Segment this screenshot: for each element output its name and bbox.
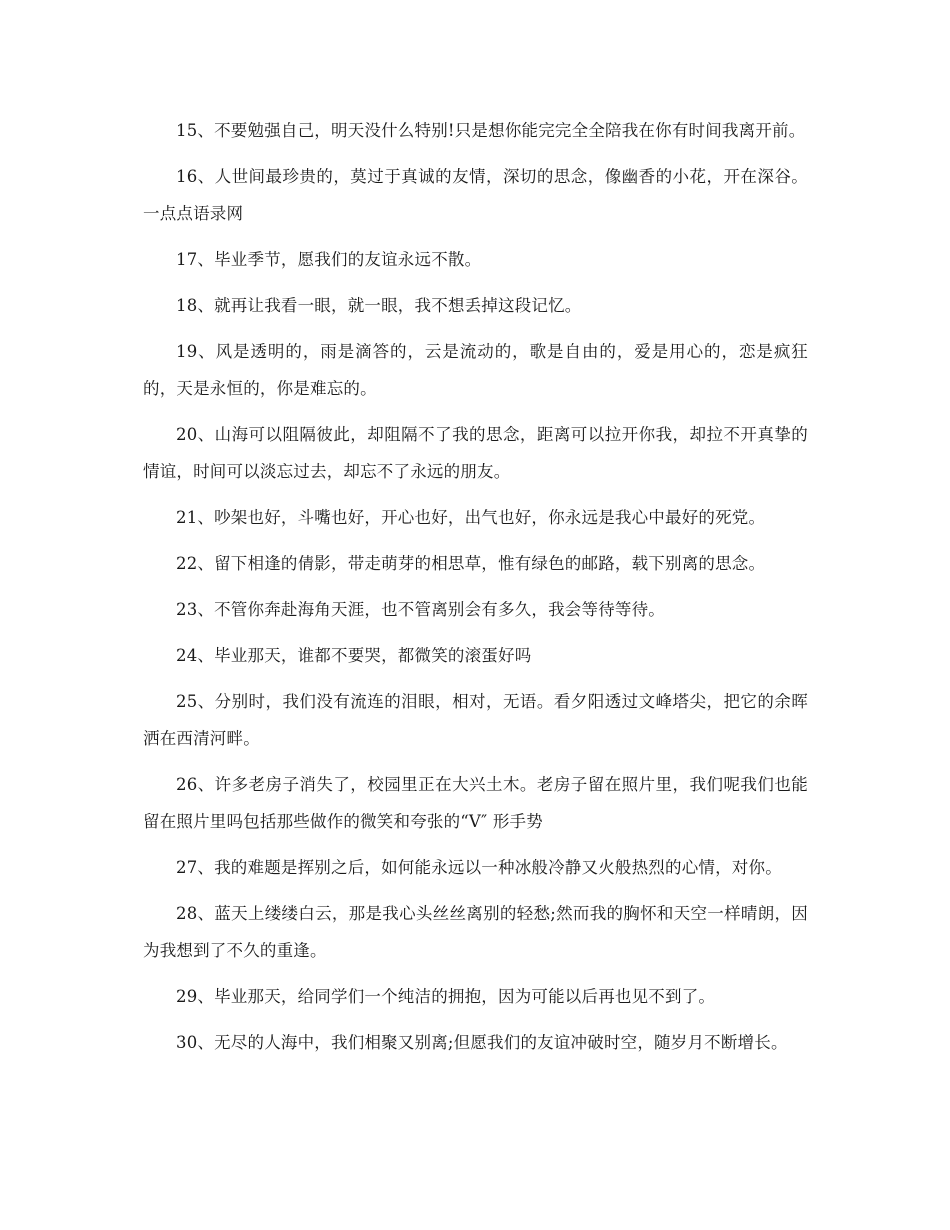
paragraph-18: 18、就再让我看一眼，就一眼，我不想丢掉这段记忆。 bbox=[176, 296, 582, 315]
paragraph-19: 19、风是透明的，雨是滴答的，云是流动的，歌是自由的，爱是用心的，恋是疯狂的，天是永恒的，你是难忘的。 bbox=[143, 342, 808, 398]
paragraph-27: 27、我的难题是挥别之后，如何能永远以一种冰般冷静又火般热烈的心情，对你。 bbox=[176, 858, 782, 877]
document-body bbox=[143, 112, 808, 1070]
paragraph-20: 20、山海可以阻隔彼此，却阻隔不了我的思念，距离可以拉开你我，却拉不开真挚的情谊，时间可以淡忘过去，却忘不了永远的朋友。 bbox=[143, 425, 808, 481]
paragraph-21: 21、吵架也好，斗嘴也好，开心也好，出气也好，你永远是我心中最好的死党。 bbox=[176, 508, 766, 527]
paragraph-30: 30、无尽的人海中，我们相聚又别离;但愿我们的友谊冲破时空，随岁月不断增长。 bbox=[176, 1033, 788, 1052]
paragraph-29: 29、毕业那天，给同学们一个纯洁的拥抱，因为可能以后再也见不到了。 bbox=[176, 987, 716, 1006]
paragraph-26: 26、许多老房子消失了，校园里正在大兴土木。老房子留在照片里，我们呢我们也能留在照片里吗包括那些做作的微笑和夸张的“V″ 形手势 bbox=[143, 775, 808, 831]
paragraph-25: 25、分别时，我们没有流连的泪眼，相对，无语。看夕阳透过文峰塔尖，把它的余晖洒在西清河畔。 bbox=[143, 692, 808, 748]
paragraph-24: 24、毕业那天，谁都不要哭，都微笑的滚蛋好吗 bbox=[176, 646, 532, 665]
paragraph-22: 22、留下相逢的倩影，带走萌芽的相思草，惟有绿色的邮路，载下别离的思念。 bbox=[176, 554, 766, 573]
paragraph-16: 16、人世间最珍贵的，莫过于真诚的友情，深切的思念，像幽香的小花，开在深谷。一点点语录网 bbox=[143, 167, 808, 223]
paragraph-17: 17、毕业季节，愿我们的友谊永远不散。 bbox=[176, 250, 482, 269]
paragraph-15: 15、不要勉强自己，明天没什么特别!只是想你能完完全全陪我在你有时间我离开前。 bbox=[176, 121, 806, 140]
paragraph-28: 28、蓝天上缕缕白云，那是我心头丝丝离别的轻愁;然而我的胸怀和天空一样晴朗，因为我想到了不久的重逢。 bbox=[143, 904, 808, 960]
paragraph-23: 23、不管你奔赴海角天涯，也不管离别会有多久，我会等待等待。 bbox=[176, 600, 665, 619]
